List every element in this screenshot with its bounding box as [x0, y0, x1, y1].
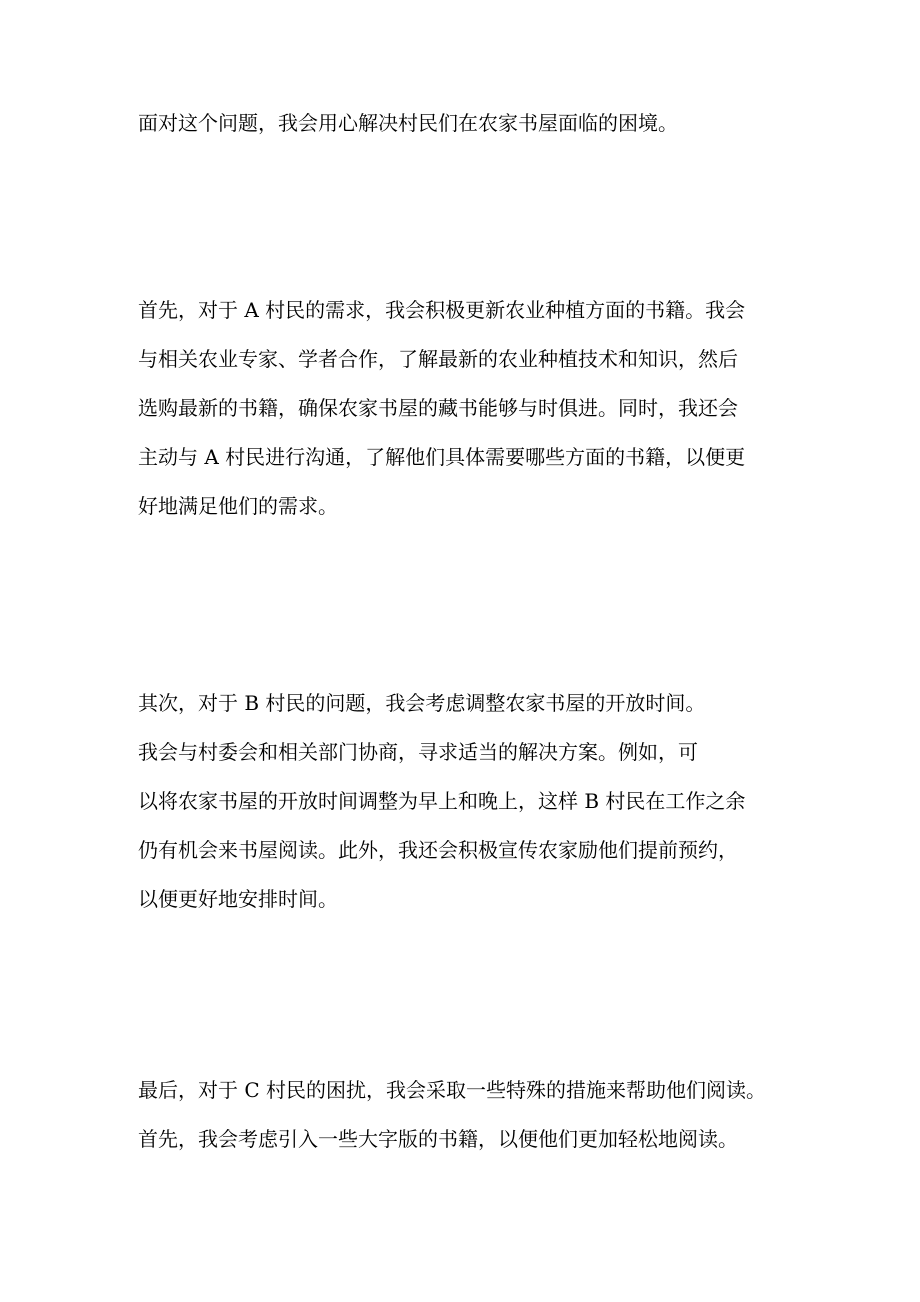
paragraph-3-line-3: 以将农家书屋的开放时间调整为早上和晚上，这样 B 村民在工作之余: [138, 789, 746, 813]
paragraph-4-line-2: 首先，我会考虑引入一些大字版的书籍，以便他们更加轻松地阅读。: [138, 1127, 738, 1151]
paragraph-2-line-5: 好地满足他们的需求。: [138, 494, 338, 518]
paragraph-3-line-4: 仍有机会来书屋阅读。此外，我还会积极宣传农家励他们提前预约，: [138, 838, 738, 862]
paragraph-3-line-5: 以便更好地安排时间。: [138, 887, 338, 911]
paragraph-2-line-4: 主动与 A 村民进行沟通，了解他们具体需要哪些方面的书籍，以便更: [138, 445, 746, 469]
paragraph-2-line-2: 与相关农业专家、学者合作，了解最新的农业种植技术和知识，然后: [138, 347, 738, 371]
paragraph-2-line-1: 首先，对于 A 村民的需求，我会积极更新农业种植方面的书籍。我会: [138, 298, 746, 322]
paragraph-3-line-1: 其次，对于 B 村民的问题，我会考虑调整农家书屋的开放时间。: [138, 691, 706, 715]
paragraph-3-line-2: 我会与村委会和相关部门协商，寻求适当的解决方案。例如，可: [138, 740, 698, 764]
paragraph-4-line-1: 最后，对于 C 村民的困扰，我会采取一些特殊的措施来帮助他们阅读。: [138, 1078, 767, 1102]
paragraph-1-line-1: 面对这个问题，我会用心解决村民们在农家书屋面临的困境。: [138, 111, 678, 135]
paragraph-2-line-3: 选购最新的书籍，确保农家书屋的藏书能够与时俱进。同时，我还会: [138, 396, 738, 420]
